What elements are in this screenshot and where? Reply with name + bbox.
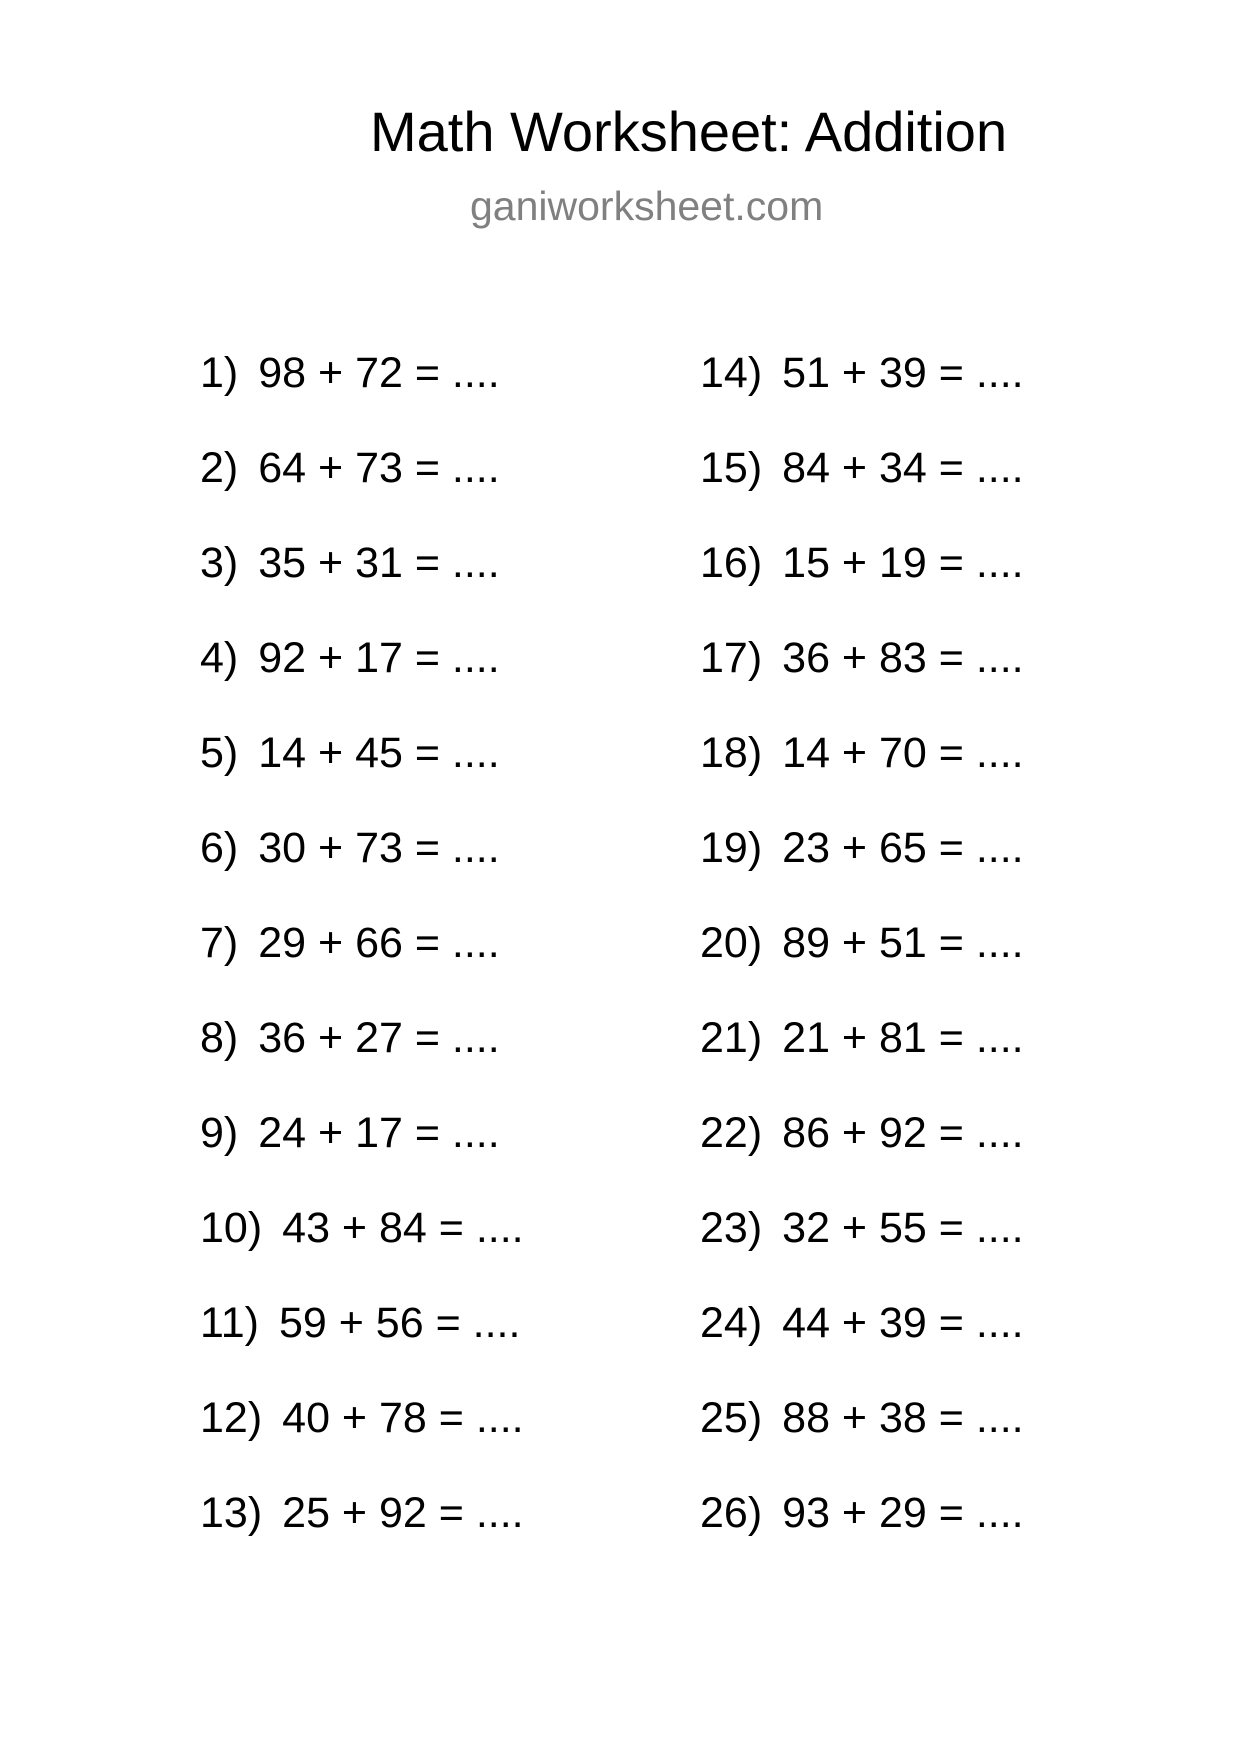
problem-number: 20)	[700, 919, 763, 967]
problem-expression: 44 + 39 = ....	[782, 1299, 1024, 1347]
problem-number: 14)	[700, 349, 763, 397]
problem-number: 9)	[200, 1109, 239, 1157]
problems-column-left	[200, 348, 524, 1583]
problem-item	[700, 348, 1024, 443]
problem-item	[200, 443, 524, 538]
problem-number: 12)	[200, 1394, 263, 1442]
problem-item	[700, 1298, 1024, 1393]
problem-number: 21)	[700, 1014, 763, 1062]
problem-item	[200, 1298, 524, 1393]
problem-expression: 25 + 92 = ....	[282, 1489, 524, 1537]
problem-item	[700, 918, 1024, 1013]
problem-item	[200, 348, 524, 443]
problem-number: 24)	[700, 1299, 763, 1347]
problem-number: 10)	[200, 1204, 263, 1252]
problem-item	[200, 1488, 524, 1583]
problem-number: 6)	[200, 824, 239, 872]
problem-number: 26)	[700, 1489, 763, 1537]
problem-expression: 14 + 45 = ....	[258, 729, 500, 777]
worksheet-subtitle: ganiworksheet.com	[470, 183, 824, 229]
problem-expression: 51 + 39 = ....	[782, 349, 1024, 397]
problem-item	[700, 1203, 1024, 1298]
problem-expression: 59 + 56 = ....	[278, 1299, 521, 1347]
problem-item	[700, 1108, 1024, 1203]
problem-expression: 88 + 38 = ....	[782, 1394, 1024, 1442]
problem-item	[700, 538, 1024, 633]
problem-expression: 64 + 73 = ....	[258, 444, 500, 492]
problem-item	[200, 728, 524, 823]
problem-number: 3)	[200, 539, 239, 587]
problem-expression: 14 + 70 = ....	[782, 729, 1024, 777]
problem-number: 23)	[700, 1204, 763, 1252]
problem-expression: 40 + 78 = ....	[282, 1394, 524, 1442]
problem-item	[200, 538, 524, 633]
problem-item	[700, 633, 1024, 728]
problem-expression: 15 + 19 = ....	[782, 539, 1024, 587]
problem-expression: 98 + 72 = ....	[258, 349, 500, 397]
problem-expression: 36 + 83 = ....	[782, 634, 1024, 682]
problem-item	[200, 1108, 524, 1203]
problem-number: 15)	[700, 444, 763, 492]
problem-expression: 23 + 65 = ....	[782, 824, 1024, 872]
problem-expression: 89 + 51 = ....	[782, 919, 1024, 967]
problem-number: 19)	[700, 824, 763, 872]
problem-item	[200, 1393, 524, 1488]
problem-number: 16)	[700, 539, 763, 587]
problem-expression: 86 + 92 = ....	[782, 1109, 1024, 1157]
problem-item	[700, 1488, 1024, 1583]
problem-item	[200, 918, 524, 1013]
problem-number: 2)	[200, 444, 239, 492]
problem-expression: 36 + 27 = ....	[258, 1014, 500, 1062]
problem-item	[700, 1013, 1024, 1108]
problem-expression: 21 + 81 = ....	[782, 1014, 1024, 1062]
problem-item	[200, 633, 524, 728]
problem-item	[700, 443, 1024, 538]
problem-number: 25)	[700, 1394, 763, 1442]
problem-number: 22)	[700, 1109, 763, 1157]
problem-number: 13)	[200, 1489, 263, 1537]
problem-item	[200, 1203, 524, 1298]
problem-number: 18)	[700, 729, 763, 777]
problem-item	[700, 1393, 1024, 1488]
problem-number: 17)	[700, 634, 763, 682]
problem-expression: 29 + 66 = ....	[258, 919, 500, 967]
problem-expression: 32 + 55 = ....	[782, 1204, 1024, 1252]
problem-item	[200, 1013, 524, 1108]
problem-expression: 30 + 73 = ....	[258, 824, 500, 872]
problem-expression: 24 + 17 = ....	[258, 1109, 500, 1157]
problem-item	[700, 823, 1024, 918]
problem-number: 4)	[200, 634, 239, 682]
problem-number: 11)	[200, 1299, 259, 1347]
problem-item	[700, 728, 1024, 823]
problem-number: 7)	[200, 919, 239, 967]
problem-number: 8)	[200, 1014, 239, 1062]
problem-expression: 43 + 84 = ....	[282, 1204, 524, 1252]
problem-expression: 35 + 31 = ....	[258, 539, 500, 587]
problem-number: 5)	[200, 729, 239, 777]
problem-expression: 92 + 17 = ....	[258, 634, 500, 682]
problem-expression: 84 + 34 = ....	[782, 444, 1024, 492]
problem-item	[200, 823, 524, 918]
problems-column-right	[700, 348, 1024, 1583]
worksheet-title: Math Worksheet: Addition	[370, 100, 1008, 163]
problem-expression: 93 + 29 = ....	[782, 1489, 1024, 1537]
problem-number: 1)	[200, 349, 239, 397]
